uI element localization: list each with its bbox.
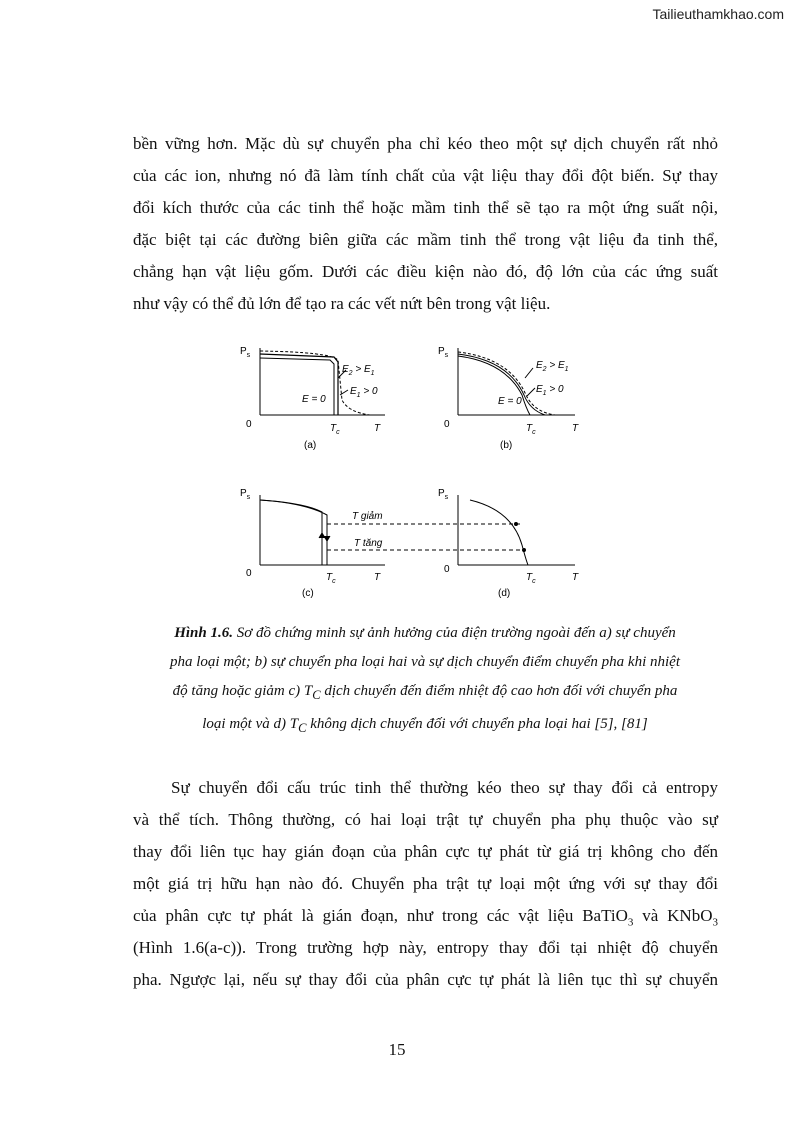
svg-text:Ps — [438, 346, 449, 359]
panel-d-point-2 — [523, 549, 526, 552]
gt0-a: > 0 — [360, 386, 378, 397]
svg-text:E2 > E1 — [342, 364, 375, 377]
caption-text: Sơ đồ chứng minh sự ảnh hưởng của điện trường ngoài đến a) sự chuyển — [232, 625, 676, 641]
axis-label-ps: P — [240, 346, 247, 357]
svg-text:Tc — [326, 572, 336, 585]
figure-svg — [230, 340, 590, 608]
origin-label-c: 0 — [246, 568, 252, 579]
svg-text:Ps — [438, 488, 449, 501]
tc-label-d-sub: c — [532, 578, 536, 585]
svg-text:E1 > 0 — [536, 384, 564, 397]
panel-c-curve-heating — [260, 500, 322, 565]
tc-label-a: T — [330, 423, 337, 434]
text-line: đặc biệt tại các đường biên giữa các mầm tinh thể trong vật liệu đa tinh thể, — [133, 230, 718, 249]
svg-text:E2 > E1 — [536, 360, 569, 373]
panel-d-curve — [470, 500, 528, 565]
e2-label-b: E — [536, 360, 543, 371]
origin-label-b: 0 — [444, 419, 450, 430]
e0-label-b: E = 0 — [498, 396, 522, 407]
text-line: của phân cực tự phát là gián đoạn, như trong các vật liệu BaTiO$_3$ và KNbO$_3$ — [133, 906, 718, 929]
axis-label-ps-b-sub: s — [444, 352, 449, 359]
e1-label-b: E — [536, 384, 543, 395]
panel-b-pointer-2 — [527, 388, 535, 396]
tc-label-b: T — [526, 423, 533, 434]
text-line: chẳng hạn vật liệu gốm. Dưới các điều kiện nào đó, độ lớn của các ứng suất — [133, 262, 718, 281]
axis-label-ps-d-sub: s — [444, 494, 449, 501]
e2-sub-b: 2 — [542, 366, 547, 373]
text-line: đổi kích thước của các tinh thể hoặc mầm tinh thể sẽ tạo ra một ứng suất nội, — [133, 198, 718, 217]
panel-a-curve-e2 — [260, 351, 370, 415]
paragraph-1 — [133, 128, 718, 320]
axis-label-t-b: T — [572, 423, 579, 434]
label-t-giam: T giảm — [352, 511, 383, 522]
caption-label: Hình 1.6. — [174, 625, 233, 641]
origin-label-d: 0 — [444, 564, 450, 575]
text-line: pha. Ngược lại, nếu sự thay đổi của phân cực tự phát là liên tục thì sự chuyển — [133, 970, 718, 989]
caption-line — [130, 619, 720, 648]
e1-sub-b: 1 — [564, 366, 569, 373]
gt0-b: > 0 — [546, 384, 564, 395]
axis-label-t-c: T — [374, 572, 381, 583]
tc-label-c-sub: c — [332, 578, 336, 585]
e2-sub-a: 2 — [348, 370, 353, 377]
panel-c-arrowhead-down — [324, 536, 330, 541]
text-line: như vậy có thể đủ lớn để tạo ra các vết nứt bên trong vật liệu. — [133, 294, 551, 313]
svg-text:E1 > 0 — [350, 386, 378, 399]
svg-text:Tc — [526, 423, 536, 436]
e1-sub2-a: 1 — [356, 392, 361, 399]
panel-a-curve-e1 — [260, 354, 338, 415]
svg-text:Tc — [330, 423, 340, 436]
panel-label-b: (b) — [500, 440, 513, 451]
text-line: thay đổi liên tục hay gián đoạn của phân cực tự phát từ giá trị không cho đến — [133, 842, 718, 861]
panel-d-point-1 — [515, 523, 518, 526]
paragraph-2 — [133, 772, 718, 996]
page-number: 15 — [388, 1040, 406, 1059]
panel-b-pointer — [525, 368, 533, 378]
label-t-tang: T tăng — [354, 538, 383, 549]
text-line: và thể tích. Thông thường, có hai loại trật tự chuyển pha phụ thuộc vào sự — [133, 810, 718, 829]
caption-line: pha loại một; b) sự chuyển pha loại hai và sự dịch chuyển điểm chuyển pha khi nhiệt — [170, 654, 680, 670]
text-line: (Hình 1.6(a-c)). Trong trường hợp này, entropy thay đổi tại nhiệt độ chuyển — [133, 938, 718, 957]
e2-label-a: E — [342, 364, 349, 375]
figure-caption — [130, 619, 720, 743]
caption-line: độ tăng hoặc giảm c) $T_C$ dịch chuyển đến điểm nhiệt độ cao hơn đối với chuyển pha — [172, 683, 678, 702]
svg-text:Ps — [240, 488, 251, 501]
panel-label-c: (c) — [302, 588, 314, 599]
text-line: Sự chuyển đổi cấu trúc tinh thể thường kéo theo sự thay đổi cả entropy — [171, 778, 718, 797]
tc-label-c: T — [326, 572, 333, 583]
tc-label-d: T — [526, 572, 533, 583]
gt-a: > E — [352, 364, 371, 375]
panel-label-d: (d) — [498, 588, 511, 599]
figure-1-6 — [230, 340, 590, 608]
axis-label-ps-sub: s — [246, 352, 251, 359]
e0-label-a: E = 0 — [302, 394, 326, 405]
svg-text:Tc — [526, 572, 536, 585]
panel-label-a: (a) — [304, 440, 317, 451]
caption-line: loại một và d) $T_C$ không dịch chuyển đối với chuyển pha loại hai [5], [81] — [202, 716, 648, 735]
axis-label-t-a: T — [374, 423, 381, 434]
text-line: bền vững hơn. Mặc dù sự chuyển pha chỉ kéo theo một sự dịch chuyển rất nhỏ — [133, 134, 718, 153]
watermark: Tailieuthamkhao.com — [652, 6, 784, 22]
axis-label-ps-c-sub: s — [246, 494, 251, 501]
svg-text:Ps — [240, 346, 251, 359]
gt-b: > E — [546, 360, 565, 371]
tc-label-b-sub: c — [532, 429, 536, 436]
text-line: của các ion, nhưng nó đã làm tính chất của vật liệu thay đổi đột biến. Sự thay — [133, 166, 718, 185]
e1-sub2-b: 1 — [542, 390, 547, 397]
panel-c-arrowhead-up — [319, 533, 325, 538]
axis-label-ps-c: P — [240, 488, 247, 499]
e1-label-a: E — [350, 386, 357, 397]
text-line: một giá trị hữu hạn nào đó. Chuyển pha trật tự loại một ứng với sự thay đổi — [133, 874, 718, 893]
panel-a-curve-e0 — [260, 358, 334, 415]
axis-label-ps-b: P — [438, 346, 445, 357]
axis-label-t-d: T — [572, 572, 579, 583]
axis-label-ps-d: P — [438, 488, 445, 499]
e1-sub-a: 1 — [370, 370, 375, 377]
origin-label-a: 0 — [246, 419, 252, 430]
tc-label-a-sub: c — [336, 429, 340, 436]
